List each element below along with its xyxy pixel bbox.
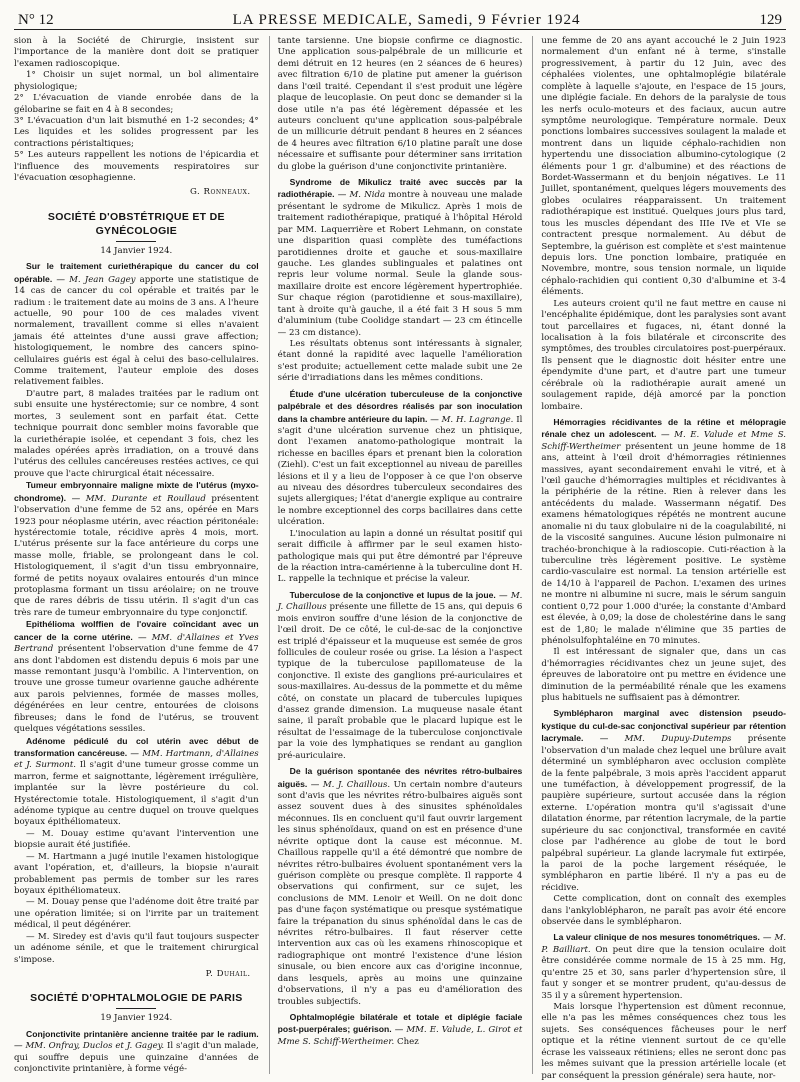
- paragraph: 2° L'évacuation de viande enrobée dans de la gélobarine se fait en 4 à 8 secondes;: [14, 93, 259, 115]
- article: Syndrome de Mikulicz traité avec succès par la radiothérapie. — M. Nida montre à nouveau une malade présentant le sydrome de Mikulicz. Après 1 mois de traitement radiothérapique, pratiqué à l'hôpital Hérold par MM. Laquerrière et Robert Lehmann, on constate une disparition quasi complète des tuméfactions parotidiennes droite et gauche et sous-maxillaire gauche. Les glandes sublinguales et palatines ont repris leur volume normal. Seule la glande sous-maxillaire droite est encore légèrement hypertrophiée. Sur chaque région (parotidienne et sous-maxillaire), tant à droite qu'à gauche, il a été fait 3 H sous 5 mm d'aluminium (tube Coolidge standart — 23 cm étincelle — 23 cm distance).: [277, 177, 523, 338]
- paragraph: — M. Douay pense que l'adénome doit être traité par une opération limitée; si on l'irrite par un traitement médical, il peut dégénérer.: [14, 897, 259, 931]
- issue-number: N° 12: [18, 12, 54, 28]
- article: Epithélioma wolffien de l'ovaire coïncidant avec un cancer de la corne utérine. — MM. d'Allaines et Yves Bertrand présentent l'observation d'une femme de 47 ans dont l'abdomen est distendu depuis 6 mois par une masse remontant jusqu'à l'ombilic. A l'intervention, on trouve une grosse tumeur ovarienne gauche adhérente aux parois pelviennes, formée de masses molles, dégénérées en leur centre, entourées de cloisons fibreuses; dans le fond de l'utérus, se trouvent quelques végétations sessiles.: [14, 619, 259, 735]
- paragraph: Il est intéressant de signaler que, dans un cas d'hémorragies récidivantes chez un jeune sujet, des épreuves de laboratoire ont pu mettre en évidence une diminution de la perméabilité rénale que les examens plus habituels ne suffisaient pas à démontrer.: [541, 647, 787, 704]
- paragraph: sion à la Société de Chirurgie, insistent sur l'importance de la manière dont doit se pratiquer l'examen radioscopique.: [14, 36, 259, 69]
- paragraph: une femme de 20 ans ayant accouché le 2 Juin 1923 normalement d'un enfant né à terme, s'installe progressivement, à partir du 12 Juin, avec des céphalées violentes, une ophtalmoplégie bilatérale complète à laquelle s'ajoute, en l'espace de 15 jours, une diplégie faciale. En dehors de la paralysie de tous les nerfs oculo-moteurs et des faciaux, aucun autre symptôme neurologique. Température normale. Deux ponctions lombaires successives soulagent la malade et montrent dans un liquide céphalo-rachidien non hypertendu une dissociation albumino-cytologique (2 éléments pour 1 gr. d'albumine) et des réactions de Bordet-Wassermann et du benjoin négatives. Le 11 Juillet, spontanément, quelques légers mouvements des globes oculaires réapparaissent. Un traitement radiothérapique est institué. Quelques jours plus tard, tous les muscles dépendant des IIIe IVe et VIe se contractent presque normalement. Au début de Septembre, la guérison est complète et s'est maintenue depuis lors. Une ponction lombaire, pratiquée en Novembre, montre, sous tension normale, un liquide céphalo-rachidien qui contient 0,30 d'albumine et 3-4 éléments.: [541, 36, 787, 298]
- journal-title: LA PRESSE MEDICALE, Samedi, 9 Février 1924: [232, 12, 581, 28]
- paragraph: — M. Siredey est d'avis qu'il faut toujours suspecter un adénome sénile, et que le traitement chirurgical s'impose.: [14, 931, 259, 965]
- session-date: 19 Janvier 1924.: [100, 1013, 173, 1024]
- article: Tuberculose de la conjonctive et lupus de la joue. — M. J. Chaillous présente une fillette de 15 ans, qui depuis 6 mois environ souffre d'une lésion de la conjonctive de l'œil droit. De ce côté, le cul-de-sac de la conjonctive est triplé d'épaisseur et la muqueuse est semée de gros follicules de couleur rosée ou grise. La lésion a l'aspect typique de la tuberculose papillomateuse de la conjonctive. Il existe des ganglions pré-auriculaires et sous-maxillaires. Au-dessus de la pommette et du même côté, on constate un placard de tubercules lupiques d'assez grande dimension. La muqueuse nasale étant saine, il paraît probable que le placard lupique est le résultat de l'essaimage de la tuberculose conjonctivale par la voie des lymphatiques se rendant au ganglion pré-auriculaire.: [277, 589, 523, 761]
- signature: G. Ronneaux.: [189, 187, 251, 198]
- article: Adénome pédiculé du col utérin avec début de transformation cancéreuse. — MM. Hartmann, d'Allaines et J. Surmont. Il s'agit d'une tumeur grosse comme un marron, ferme et saignottante, légèrement irrégulière, implantée sur la lèvre postérieure du col. Hystérectomie totale. Histologiquement, il s'agit d'un adénome typique au centre duquel on trouve quelques boyaux épithéliomateux.: [14, 735, 259, 828]
- divider: [116, 241, 156, 242]
- article: Symblépharon marginal avec distension pseudo-kystique du cul-de-sac conjonctival supérieur par rétention lacrymale. — MM. Dupuy-Dutemps présente l'observation d'un malade chez lequel une brûlure avait déterminé un symblépharon avec occlusion complète de la fente palpébrale, 3 mois après l'accident apparut une tuméfaction, à développement progressif, de la paupière supérieure, surtout accusée dans la région externe. L'opération montra qu'il s'agissait d'une dilatation énorme, par rétention lacrymale, de la partie supérieure du sac conjonctival, transformée en cavité close par l'adhérence au globe de tout le bord palpébral supérieur. La glande lacrymale fut extirpée, la paroi de la poche largement réséquée, le symblépharon en partie libéré. Il n'y a pas eu de récidive.: [541, 708, 787, 893]
- page-header: [14, 8, 786, 30]
- paragraph: Les résultats obtenus sont intéressants à signaler, étant donné la rapidité avec laquelle l'amélioration s'est produite; actuellement cette malade subit une 2e série d'irradiations dans les mêmes conditions.: [277, 338, 523, 384]
- column-1: [14, 36, 259, 1074]
- paragraph: — M. Douay estime qu'avant l'intervention une biopsie aurait été justifiée.: [14, 828, 259, 851]
- page-number: 129: [759, 12, 782, 28]
- paragraph: L'inoculation au lapin a donné un résultat positif qui serait difficile à affirmer par le seul examen histo-pathologique mais qui put être démontré par l'épreuve de la réaction intra-camérienne à la tuberculine dont H. L. rappelle la technique et précise la valeur.: [277, 528, 523, 585]
- article: Tumeur embryonnaire maligne mixte de l'utérus (myxo-chondrome). — MM. Durante et Roullaud présentent l'observation d'une femme de 52 ans, opérée en Mars 1923 pour néoplasme utérin, avec réaction péritonéale: hystérectomie totale, récidive après 4 mois, mort. L'utérus présente sur la face antérieure du corps une masse molle, friable, se prolongeant dans le col. Histologiquement, il s'agit d'un tissu embryonnaire, formé de petits noyaux ovalaires entourés d'un mince protoplasma formant un tissu aréolaire; on ne trouve que de rares débris de tissu utérin. Il s'agit d'un cas très rare de tumeur embryonnaire du type conjonctif.: [14, 480, 259, 618]
- signature: P. Duhail.: [205, 968, 251, 979]
- article: La valeur clinique de nos mesures tonométriques. — M. P. Bailliart. On peut dire que la tension oculaire doit être considérée comme normale de 15 à 25 mm. Hg, qu'entre 25 et 30, sans parler d'hypertension sûre, il faut y songer et se montrer prudent, qu'au-dessus de 35 il y a sûrement hypertension.: [541, 932, 787, 1001]
- paragraph: D'autre part, 8 malades traitées par le radium ont subi ensuite une hystérectomie; sur ce nombre, 4 sont mortes, 3 seulement sont en parfait état. Cette technique pourrait donc sembler moins favorable que la curiethérapie isolée, et cependant 3 fois, chez les malades opérées après irradiation, on a trouvé dans l'utérus des cellules cancéreuses restées actives, ce qui prouve que l'acte chirurgical était nécessaire.: [14, 388, 259, 479]
- paragraph: Les auteurs croient qu'il ne faut mettre en cause ni l'encéphalite épidémique, dont les paralysies sont avant tout parcellaires et fugaces, ni, étant donné la localisation à la fois bilatérale et circonscrite des symptômes, des troubles circulatoires post-puerpéraux. Ils pensent que le diagnostic doit hésiter entre une épendymite d'une part, et d'autre part une tumeur cérébrale où la radiothérapie aurait amené un soulagement rapide, déjà amorcé par la ponction lombaire.: [541, 298, 787, 412]
- session-date: 14 Janvier 1924.: [100, 245, 173, 256]
- article: Conjonctivite printanière ancienne traitée par le radium. — MM. Onfray, Duclos et J. Gagey. Il s'agit d'un malade, qui souffre depuis une quinzaine d'années de conjonctivite printanière, à forme végé-: [14, 1028, 259, 1075]
- article: Étude d'une ulcération tuberculeuse de la conjonctive palpébrale et des désordres réalisés par son inoculation dans la chambre antérieure du lapin. — M. H. Lagrange. Il s'agit d'une ulcération survenue chez un phtisique, dont l'examen anatomo-pathologique montrait la richesse en bacilles épars et prenant bien la coloration (Ziehl). C'est un fait exceptionnel au niveau de pareilles lésions et il y a lieu de l'opposer à ce que l'on observe au niveau des désordres tuberculeux secondaires des sujets allergiques; l'état d'anergie explique au contraire le nombre exceptionnel des corps bacillaires dans cette ulcération.: [277, 388, 523, 528]
- column-2: [269, 36, 523, 1074]
- paragraph: Cette complication, dont on connaît des exemples dans l'ankyloblépharon, ne paraît pas avoir été encore observée dans le symblépharon.: [541, 894, 787, 928]
- paragraph: 5° Les auteurs rappellent les notions de l'épicardia et l'influence des mouvements respiratoires sur l'évacuation œsophagienne.: [14, 150, 259, 184]
- article: Ophtalmoplégie bilatérale et totale et diplégie faciale post-puerpérales; guérison. — MM. E. Valude, L. Girot et Mme S. Schiff-Wertheimer. Chez: [277, 1012, 523, 1047]
- text-columns: [14, 36, 787, 1081]
- article: Sur le traitement curiethérapique du cancer du col opérable. — M. Jean Gagey apporte une statistique de 14 cas de cancer du col opérable et traités par le radium : le traitement date au moins de 3 ans. A l'heure actuelle, 90 pour 100 de ces malades vivent normalement, travaillent comme si elles n'avaient jamais été atteintes d'une aussi grave affection; histologiquement, le nombre des cancers spino-cellulaires guéris est égal à celui des baso-cellulaires. Comme traitement, l'auteur emploie des doses relativement faibles.: [14, 261, 259, 388]
- article: Hémorragies récidivantes de la rétine et mélopragie rénale chez un adolescent. — M. E. Valude et Mme S. Schiff-Wertheimer présentent un jeune homme de 18 ans, atteint à l'œil droit d'hémorragies rétiniennes massives, ayant secondairement envahi le vitré, et à l'œil gauche d'hémorragies multiples et récidivantes à la périphérie de la rétine. Rien à relever dans les antécédents du malade. Wassermann négatif. Des examens hématologiques répétés ne montrent aucune anomalie ni du taux globulaire ni de la coagulabilité, ni de la viscosité sanguines. Aucune lésion pulmonaire ni trachéo-bronchique à la radioscopie. Cuti-réaction à la tuberculine très légèrement positive. Le système cardio-vasculaire est normal. La tension artérielle est de 14/10 à l'appareil de Pachon. L'examen des urines ne montre ni albumine ni sucre, mais le sérum sanguin contient 0,72 pour 1.000 d'urée; la constante d'Ambard est élevée, à 0,09; la dose de cholestérine dans le sang est de 1,80; le malade n'élimine que 35 parties de phénolsulfophtaléine en 70 minutes.: [541, 416, 787, 646]
- divider: [116, 1008, 156, 1009]
- section-heading: SOCIÉTÉ D'OBSTÉTRIQUE ET DE GYNÉCOLOGIE: [47, 210, 225, 237]
- paragraph: tante tarsienne. Une biopsie confirme ce diagnostic. Une application sous-palpébrale de un millicurie et demi détruit en 12 heures (en 2 séances de 6 heures) avec filtration 6/10 de platine put amener la guérison dans l'œil traité. Cependant il s'est produit une légère plaque de leucoplasie. On peut donc se demander si la dose utile n'a pas été légèrement dépassée et les auteurs concluent qu'une application sous-palpébrale de un millicurie détruit pendant 8 heures en 2 séances de 4 heures avec filtration 6/10 platine paraît une dose nécessaire et suffisante pour déterminer sans irritation du globe la guérison d'une conjonctivite printanière.: [277, 36, 523, 172]
- section-heading: SOCIÉTÉ D'OPHTALMOLOGIE DE PARIS: [30, 992, 243, 1005]
- paragraph: 3° L'évacuation d'un lait bismuthé en 1-2 secondes; 4° Les liquides et les solides progressent par les contractions péristaltiques;: [14, 115, 259, 149]
- article: De la guérison spontanée des névrites rétro-bulbaires aiguës. — M. J. Chaillous. Un certain nombre d'auteurs sont d'avis que les névrites rétro-bulbaires aiguës sont assez souvent dues à des sinusites sphénoïdales méconnues. Ils en concluent qu'il faut ouvrir largement les sinus sphénoïdaux, quand on est en présence d'une névrite optique dont la cause est méconnue. M. Chaillous rappelle qu'il a été démontré que nombre de névrites rétro-bulbaires évoluent spontanément vers la guérison complète ou presque complète. Il rapporte 4 observations qui confirment, sur ce sujet, les conclusions de MM. Lenoir et Weill. On ne doit donc pas d'une façon systématique ou presque systématique faire la trépanation du sinus sphénoïdal dans le cas de névrites rétro-bulbaires. Il faut réserver cette intervention aux cas où les examens rhinoscopique et radiographique ont montré l'existence d'une lésion sinusale, ou bien encore aux cas d'origine inconnue, dans lesquels, après au moins une quinzaine d'observations, il n'y a pas eu d'amélioration des troubles subjectifs.: [277, 766, 523, 1007]
- column-3: [532, 36, 787, 1081]
- paragraph: Mais lorsque l'hypertension est dûment reconnue, elle n'a pas les mêmes conséquences chez tous les sujets. Ses conséquences fâcheuses pour le nerf optique et la rétine viennent surtout de ce qu'elle écrase les vaisseaux rétiniens; elles ne seront donc pas les mêmes suivant que la pression artérielle locale (et par conséquent la pression générale) sera haute, nor-: [541, 1002, 787, 1081]
- paragraph: — M. Hartmann a jugé inutile l'examen histologique avant l'opération, et, d'ailleurs, la biopsie n'aurait probablement pas permis de tomber sur les rares boyaux épithéliomateux.: [14, 851, 259, 897]
- paragraph: 1° Choisir un sujet normal, un bol alimentaire physiologique;: [14, 70, 259, 92]
